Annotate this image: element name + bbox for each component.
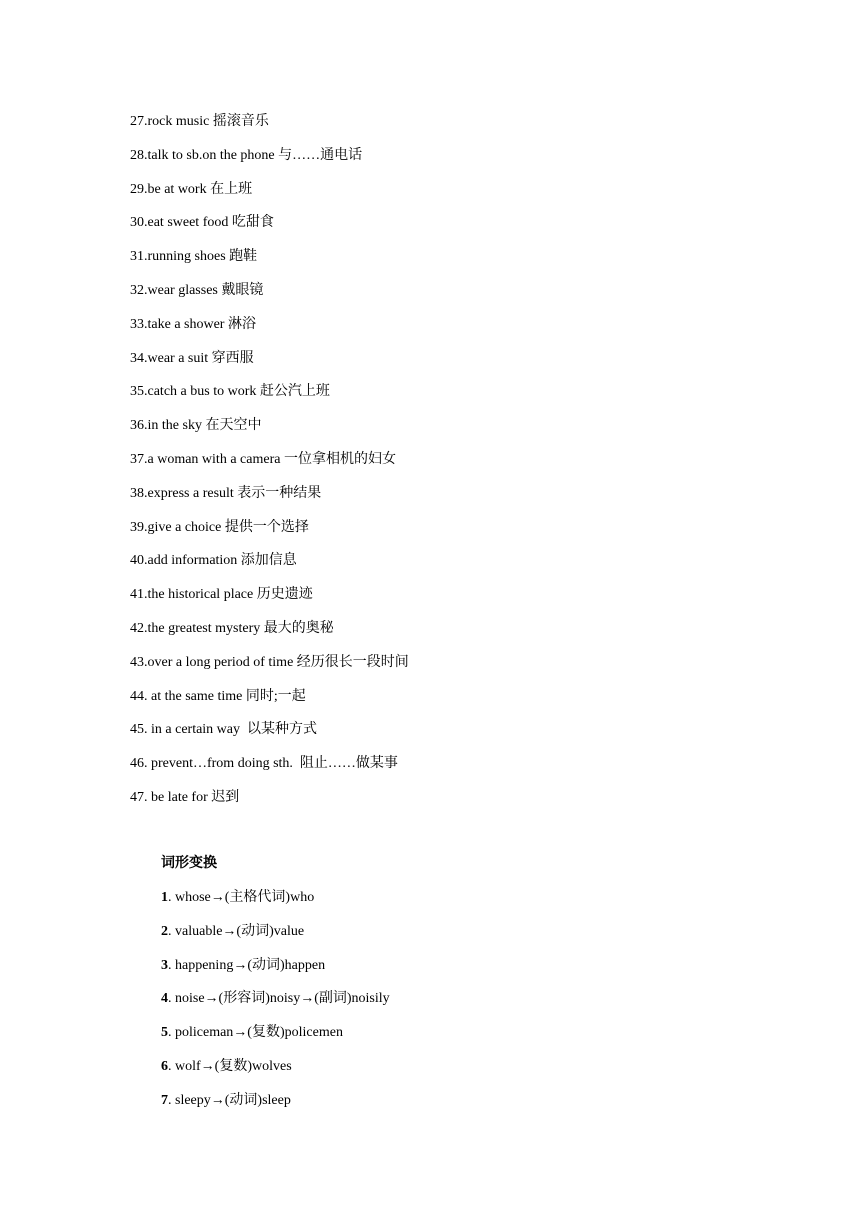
wordform-text: . noise→(形容词)noisy→(副词)noisily xyxy=(168,991,390,1007)
phrase-item: 46. prevent…from doing sth. 阻止……做某事 xyxy=(130,756,398,772)
wordform-item xyxy=(161,1089,761,1123)
phrase-item: 38.express a result 表示一种结果 xyxy=(130,485,322,501)
wordform-number: 7 xyxy=(161,1092,168,1108)
phrase-item: 42.the greatest mystery 最大的奥秘 xyxy=(130,620,334,636)
phrase-item: 34.wear a suit 穿西服 xyxy=(130,350,254,366)
phrase-item: 35.catch a bus to work 赶公汽上班 xyxy=(130,384,330,400)
wordform-number: 2 xyxy=(161,923,168,939)
phrase-item: 32.wear glasses 戴眼镜 xyxy=(130,282,264,298)
phrase-item: 41.the historical place 历史遗迹 xyxy=(130,587,313,603)
wordform-number: 3 xyxy=(161,957,168,973)
phrase-item: 47. be late for 迟到 xyxy=(130,789,240,805)
wordform-item xyxy=(161,920,761,954)
wordform-text: . valuable→(动词)value xyxy=(168,923,305,939)
wordform-item xyxy=(161,1055,761,1089)
wordform-text: . policeman→(复数)policemen xyxy=(168,1025,343,1041)
phrase-item: 28.talk to sb.on the phone 与……通电话 xyxy=(130,147,363,163)
phrase-item: 33.take a shower 淋浴 xyxy=(130,316,256,332)
phrase-item: 37.a woman with a camera 一位拿相机的妇女 xyxy=(130,451,396,467)
phrase-item: 29.be at work 在上班 xyxy=(130,181,253,197)
phrase-item: 40.add information 添加信息 xyxy=(130,553,297,569)
phrase-list xyxy=(130,110,770,820)
wordform-item xyxy=(161,987,761,1021)
phrase-item: 43.over a long period of time 经历很长一段时间 xyxy=(130,654,409,670)
wordform-number: 4 xyxy=(161,991,168,1007)
phrase-item: 44. at the same time 同时;一起 xyxy=(130,688,306,704)
wordform-text: . sleepy→(动词)sleep xyxy=(168,1092,291,1108)
section-title-wordforms: 词形变换 xyxy=(161,856,217,871)
phrase-item: 30.eat sweet food 吃甜食 xyxy=(130,215,274,231)
phrase-item: 31.running shoes 跑鞋 xyxy=(130,249,258,265)
wordform-number: 5 xyxy=(161,1025,168,1041)
wordform-number: 1 xyxy=(161,890,168,905)
wordform-text: . whose→(主格代词)who xyxy=(168,890,315,905)
phrase-item: 27.rock music 摇滚音乐 xyxy=(130,114,269,129)
wordform-number: 6 xyxy=(161,1058,168,1074)
wordform-text: . happening→(动词)happen xyxy=(168,957,326,973)
phrase-item: 36.in the sky 在天空中 xyxy=(130,418,262,434)
phrase-item: 45. in a certain way 以某种方式 xyxy=(130,722,318,738)
wordform-item xyxy=(161,954,761,988)
wordform-item xyxy=(161,886,761,920)
wordform-list xyxy=(161,886,761,1123)
wordform-text: . wolf→(复数)wolves xyxy=(168,1058,292,1074)
wordform-item xyxy=(161,1021,761,1055)
phrase-item: 39.give a choice 提供一个选择 xyxy=(130,519,309,535)
